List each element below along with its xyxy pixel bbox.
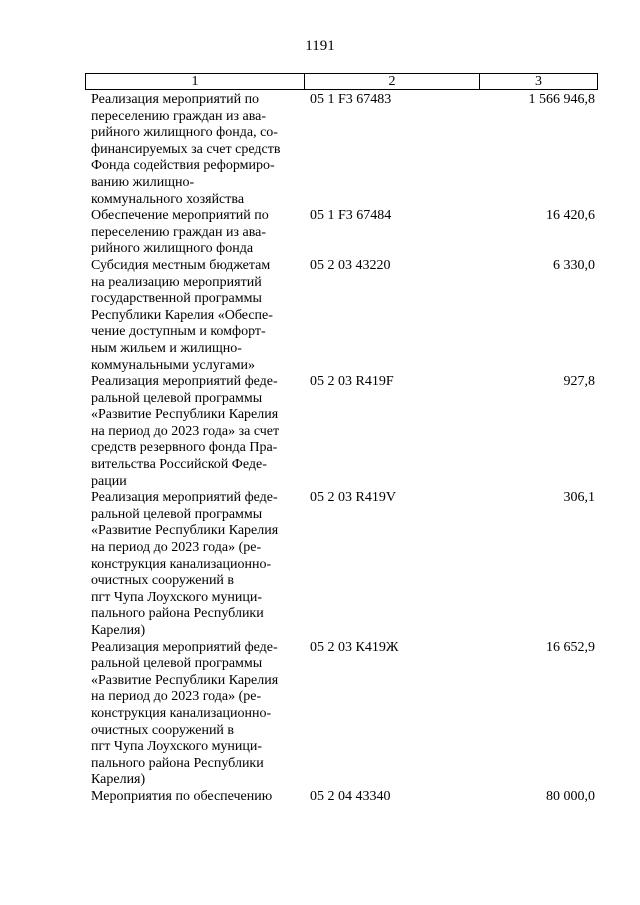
header-col-1: 1 (86, 74, 305, 89)
page-number: 1191 (305, 38, 335, 54)
row-code: 05 2 03 R419V (310, 490, 396, 506)
row-amount: 1 566 946,8 (528, 92, 595, 107)
row-code: 05 2 04 43340 (310, 788, 391, 804)
row-amount: 306,1 (563, 490, 595, 506)
table-row (0, 258, 640, 374)
header-col-2: 2 (305, 74, 480, 89)
row-name: Субсидия местным бюджетам на реализацию мероприятий государственной программы Республики Карелия «Обеспе- чение доступным и комфорт- ным жильем и жилищно- коммунальными услугами» (91, 257, 273, 373)
table-row (0, 640, 640, 789)
table-body (0, 92, 640, 806)
row-amount: 6 330,0 (553, 257, 595, 273)
row-name: Реализация мероприятий феде- ральной целевой программы «Развитие Республики Карелия на период до 2023 года» (ре- конструкция канализационно- очистных сооружений в пгт Чупа Лоухского муници- пального района Республики Карелия) (91, 490, 279, 638)
row-name: Реализация мероприятий феде- ральной целевой программы «Развитие Республики Карелия на период до 2023 года» за счет средств резервного фонда Пра- вительства Российской Феде- рации (91, 374, 280, 489)
table-row (0, 789, 640, 806)
row-amount: 16 652,9 (546, 639, 595, 655)
header-col-3: 3 (535, 74, 542, 89)
table-row (0, 208, 640, 258)
row-amount: 927,8 (563, 374, 595, 390)
row-name: Обеспечение мероприятий по переселению граждан из ава- рийного жилищного фонда (91, 208, 269, 257)
table-row (0, 490, 640, 639)
row-name: Мероприятия по обеспечению (91, 788, 273, 804)
row-amount: 16 420,6 (546, 208, 595, 224)
row-name: Реализация мероприятий феде- ральной целевой программы «Развитие Республики Карелия на период до 2023 года» (ре- конструкция канализационно- очистных сооружений в пгт Чупа Лоухского муници- пального района Республики Карелия) (91, 639, 279, 788)
row-code: 05 1 F3 67484 (310, 208, 392, 224)
row-code: 05 2 03 43220 (310, 257, 391, 273)
row-code: 05 2 03 К419Ж (310, 639, 399, 655)
row-name: Реализация мероприятий по переселению граждан из ава- рийного жилищного фонда, со- финансируемых за счет средств Фонда содействия реформиро- ванию жилищно- коммунального хозяйства (91, 92, 281, 207)
table-row (0, 92, 640, 208)
table-header (85, 73, 598, 90)
row-code: 05 1 F3 67483 (310, 92, 392, 107)
row-amount: 80 000,0 (546, 788, 595, 804)
table-row (0, 374, 640, 490)
row-code: 05 2 03 R419F (310, 374, 394, 390)
